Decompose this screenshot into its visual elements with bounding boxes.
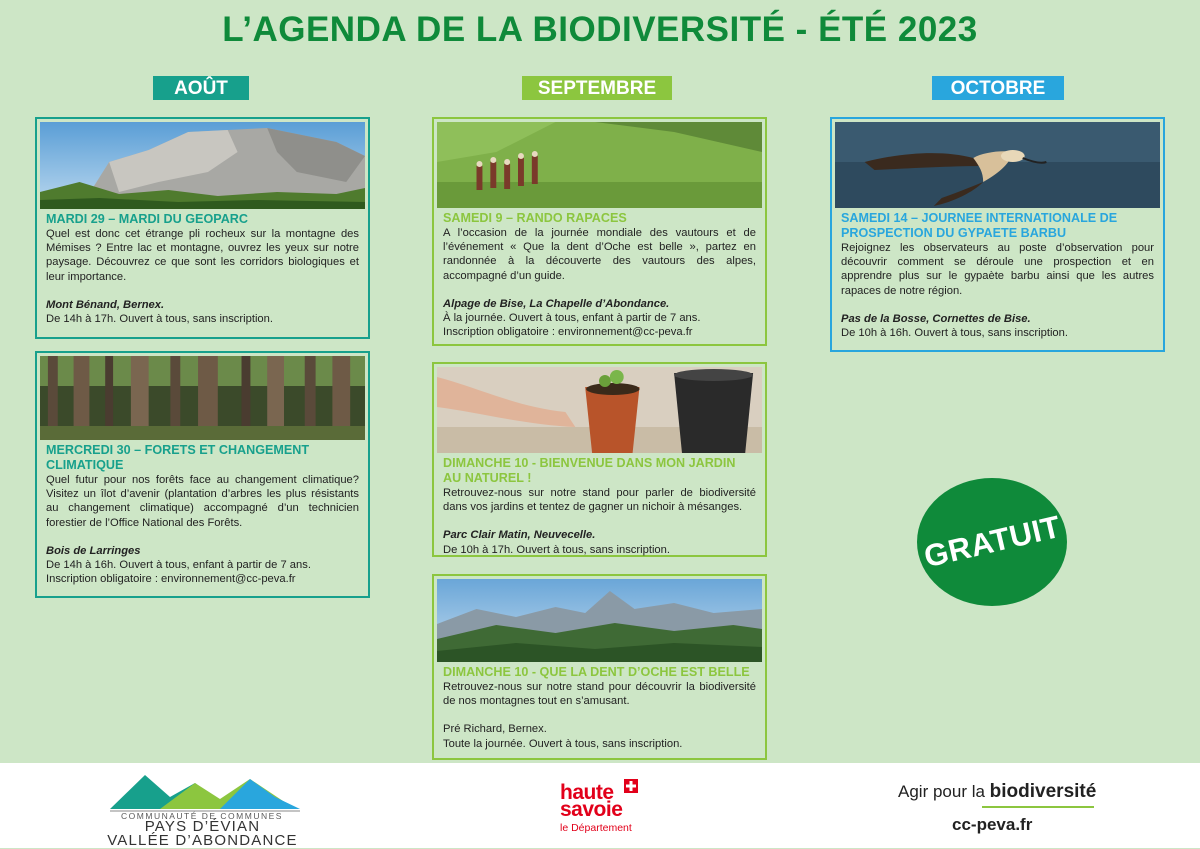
event-card-dimanche-10-dent-oche bbox=[432, 574, 767, 760]
mountains-logo-icon bbox=[100, 769, 305, 813]
free-badge bbox=[917, 478, 1067, 606]
event-info: De 10h à 16h. Ouvert à tous, sans inscription. bbox=[841, 327, 1068, 340]
hikers-photo bbox=[437, 122, 762, 208]
haute-savoie-word2: savoie bbox=[560, 798, 623, 821]
event-location: Pas de la Bosse, Cornettes de Bise. bbox=[841, 312, 1031, 325]
page-title: L’AGENDA DE LA BIODIVERSITÉ - ÉTÉ 2023 bbox=[222, 10, 978, 49]
haute-savoie-subtitle: le Département bbox=[560, 822, 632, 834]
event-title: MARDI 29 – MARDI DU GEOPARC bbox=[46, 212, 248, 226]
event-description: Retrouvez-nous sur notre stand pour découvrir la biodiversité de nos montagnes tout en s’amusant. bbox=[443, 681, 756, 708]
month-label-aout: AOÛT bbox=[153, 76, 249, 100]
event-location: Parc Clair Matin, Neuvecelle. bbox=[443, 529, 596, 542]
tagline-underline bbox=[982, 806, 1094, 808]
event-registration: Inscription obligatoire : environnement@cc-peva.fr bbox=[443, 326, 693, 339]
event-location: Alpage de Bise, La Chapelle d’Abondance. bbox=[443, 297, 670, 310]
event-title: SAMEDI 14 – JOURNEE INTERNATIONALE DE PROSPECTION DU GYPAETE BARBU bbox=[841, 211, 1118, 240]
mountain-photo bbox=[40, 122, 365, 209]
event-description: Quel futur pour nos forêts face au changement climatique? Visitez un îlot d’avenir (plantation d’arbres les plus résistants au changement climatique) accompagné d’un technicien forestier de l’Office National des Forêts. bbox=[46, 474, 359, 529]
event-title: DIMANCHE 10 - BIENVENUE DANS MON JARDIN AU NATUREL ! bbox=[443, 456, 736, 485]
event-card-dimanche-10-jardin bbox=[432, 362, 767, 557]
dent-oche-photo bbox=[437, 579, 762, 662]
event-description: Retrouvez-nous sur notre stand pour parler de biodiversité dans vos jardins et tentez de gagner un nichoir à mésanges. bbox=[443, 487, 756, 514]
event-description: Quel est donc cet étrange pli rocheux sur la montagne des Mémises ? Entre lac et montagne, ouvrez les yeux sur notre paysage. Découvrez ce que sont les corridors biologiques et leur importance. bbox=[46, 228, 359, 283]
event-location: Bois de Larringes bbox=[46, 544, 141, 557]
event-description: Rejoignez les observateurs au poste d’observation pour découvrir comment se déroule une prospection et en apprendre plus sur le gypaète barbu ainsi que les autres rapaces de notre région. bbox=[841, 242, 1154, 297]
event-card-samedi-14 bbox=[830, 117, 1165, 352]
event-card-mercredi-30 bbox=[35, 351, 370, 598]
haute-savoie-word1: haute bbox=[560, 781, 614, 804]
event-info: De 14h à 17h. Ouvert à tous, sans inscription. bbox=[46, 313, 273, 326]
event-registration: Inscription obligatoire : environnement@cc-peva.fr bbox=[46, 573, 296, 586]
event-location: Mont Bénand, Bernex. bbox=[46, 298, 165, 311]
event-title: DIMANCHE 10 - QUE LA DENT D’OCHE EST BELLE bbox=[443, 665, 750, 679]
footer bbox=[0, 763, 1200, 848]
agir-prefix: Agir pour la bbox=[898, 782, 985, 801]
garden-photo bbox=[437, 367, 762, 453]
event-title: MERCREDI 30 – FORETS ET CHANGEMENT CLIMATIQUE bbox=[46, 443, 310, 472]
ccpeva-logo-line3: VALLÉE D’ABONDANCE bbox=[107, 832, 298, 849]
forest-photo bbox=[40, 356, 365, 440]
ccpeva-logo-line2: PAYS D’ÉVIAN bbox=[144, 818, 261, 835]
event-info: De 10h à 17h. Ouvert à tous, sans inscription. bbox=[443, 543, 670, 556]
event-info: De 14h à 16h. Ouvert à tous, enfant à partir de 7 ans. bbox=[46, 559, 311, 572]
event-card-samedi-9 bbox=[432, 117, 767, 346]
free-badge-label: GRATUIT bbox=[920, 508, 1064, 575]
event-title: SAMEDI 9 – RANDO RAPACES bbox=[443, 211, 627, 225]
event-card-mardi-29 bbox=[35, 117, 370, 339]
bearded-vulture-photo bbox=[835, 122, 1160, 208]
event-info: Toute la journée. Ouvert à tous, sans inscription. bbox=[443, 737, 683, 750]
haute-savoie-logo bbox=[558, 779, 650, 839]
month-label-septembre: SEPTEMBRE bbox=[522, 76, 672, 100]
event-location: Pré Richard, Bernex. bbox=[443, 723, 547, 736]
event-description: A l’occasion de la journée mondiale des vautours et de l’événement « Que la dent d’Oche est belle », partez en randonnée à la découverte des vautours des alpes, accompagné d’un guide. bbox=[443, 227, 756, 282]
website-link[interactable]: cc-peva.fr bbox=[952, 815, 1033, 834]
event-info: À la journée. Ouvert à tous, enfant à partir de 7 ans. bbox=[443, 312, 701, 325]
savoie-cross-icon bbox=[624, 779, 638, 793]
agir-tagline bbox=[898, 781, 1096, 803]
ccpeva-logo-line1: COMMUNAUTÉ DE COMMUNES bbox=[121, 811, 283, 821]
month-label-octobre: OCTOBRE bbox=[932, 76, 1064, 100]
agir-bold: biodiversité bbox=[989, 781, 1097, 802]
ccpeva-logo bbox=[100, 769, 305, 849]
